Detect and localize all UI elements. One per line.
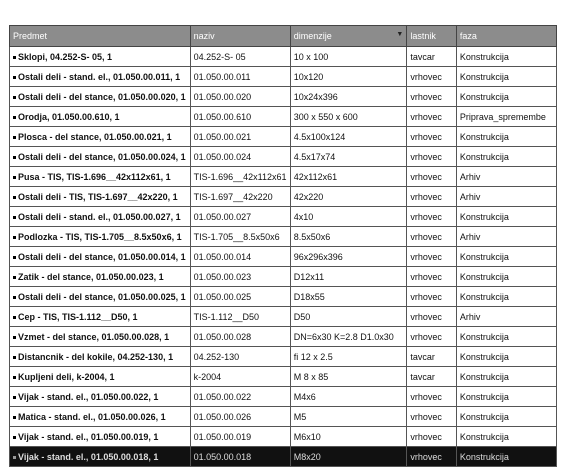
cell-faza[interactable]: [456, 207, 556, 227]
cell-lastnik[interactable]: [407, 247, 457, 267]
cell-text: Konstrukcija: [459, 251, 509, 262]
cell-text: vrhovec: [410, 271, 442, 282]
cell-dimenzije[interactable]: [290, 327, 407, 347]
cell-text: Konstrukcija: [459, 151, 509, 162]
cell-lastnik[interactable]: [407, 287, 457, 307]
cell-dimenzije[interactable]: [290, 87, 407, 107]
cell-text: vrhovec: [410, 151, 442, 162]
cell-faza[interactable]: [456, 107, 556, 127]
cell-dimenzije[interactable]: [290, 227, 407, 247]
table-row[interactable]: [10, 347, 557, 367]
cell-text: Konstrukcija: [459, 51, 509, 62]
cell-text: Pusa - TIS, TIS-1.696__42x112x61, 1: [18, 171, 171, 182]
row-bullet-icon: [13, 256, 16, 259]
cell-text: M 8 x 85: [293, 371, 329, 382]
cell-text: Ostali deli - stand. el., 01.050.00.027, 1: [18, 211, 181, 222]
cell-text: k-2004: [193, 371, 222, 382]
cell-faza[interactable]: [456, 247, 556, 267]
cell-text: 04.252-S- 05: [193, 51, 246, 62]
cell-text: 01.050.00.026: [193, 411, 252, 422]
cell-text: Zatik - del stance, 01.050.00.023, 1: [18, 271, 164, 282]
table-row[interactable]: [10, 427, 557, 447]
header-row: [10, 26, 557, 47]
cell-text: Priprava_spremembe: [459, 111, 546, 122]
cell-faza[interactable]: [456, 47, 556, 67]
table-row[interactable]: [10, 127, 557, 147]
cell-text: Konstrukcija: [459, 291, 509, 302]
row-bullet-icon: [13, 396, 16, 399]
cell-predmet[interactable]: [10, 67, 191, 87]
cell-text: 01.050.00.018: [193, 451, 252, 462]
table-row[interactable]: [10, 107, 557, 127]
cell-naziv[interactable]: [190, 247, 290, 267]
cell-lastnik[interactable]: [407, 447, 457, 467]
cell-faza[interactable]: [456, 287, 556, 307]
cell-text: Konstrukcija: [459, 431, 509, 442]
cell-text: TIS-1.112__D50: [193, 311, 259, 322]
cell-predmet[interactable]: [10, 347, 191, 367]
cell-naziv[interactable]: [190, 127, 290, 147]
table-row[interactable]: [10, 227, 557, 247]
cell-dimenzije[interactable]: [290, 147, 407, 167]
cell-text: tavcar: [410, 51, 435, 62]
cell-text: 01.050.00.014: [193, 251, 252, 262]
cell-naziv[interactable]: [190, 307, 290, 327]
cell-faza[interactable]: [456, 407, 556, 427]
row-bullet-icon: [13, 156, 16, 159]
cell-predmet[interactable]: [10, 47, 191, 67]
cell-lastnik[interactable]: [407, 107, 457, 127]
cell-text: Matica - stand. el., 01.050.00.026, 1: [18, 411, 166, 422]
cell-predmet[interactable]: [10, 87, 191, 107]
table-row[interactable]: [10, 307, 557, 327]
cell-text: vrhovec: [410, 111, 442, 122]
cell-predmet[interactable]: [10, 147, 191, 167]
cell-text: vrhovec: [410, 191, 442, 202]
column-header-predmet[interactable]: Predmet: [10, 26, 191, 47]
cell-text: 01.050.00.023: [193, 271, 252, 282]
cell-predmet[interactable]: [10, 427, 191, 447]
cell-faza[interactable]: [456, 347, 556, 367]
cell-dimenzije[interactable]: [290, 127, 407, 147]
cell-text: vrhovec: [410, 211, 442, 222]
cell-text: 4.5x17x74: [293, 151, 336, 162]
row-bullet-icon: [13, 216, 16, 219]
cell-text: Ostali deli - TIS, TIS-1.697__42x220, 1: [18, 191, 178, 202]
cell-text: Orodja, 01.050.00.610, 1: [18, 111, 120, 122]
cell-faza[interactable]: [456, 147, 556, 167]
cell-naziv[interactable]: [190, 87, 290, 107]
row-bullet-icon: [13, 416, 16, 419]
cell-lastnik[interactable]: [407, 407, 457, 427]
row-bullet-icon: [13, 376, 16, 379]
cell-text: vrhovec: [410, 411, 442, 422]
cell-lastnik[interactable]: [407, 47, 457, 67]
cell-predmet[interactable]: [10, 267, 191, 287]
sort-arrow-icon[interactable]: ▼: [396, 31, 404, 38]
column-header-naziv[interactable]: naziv: [190, 26, 290, 47]
cell-lastnik[interactable]: [407, 207, 457, 227]
cell-naziv[interactable]: [190, 327, 290, 347]
cell-naziv[interactable]: [190, 287, 290, 307]
cell-text: 01.050.00.011: [193, 71, 251, 82]
cell-text: Vijak - stand. el., 01.050.00.019, 1: [18, 431, 159, 442]
cell-faza[interactable]: [456, 67, 556, 87]
cell-text: Ostali deli - stand. el., 01.050.00.011, 1: [18, 71, 181, 82]
cell-text: Ostali deli - del stance, 01.050.00.024, 1: [18, 151, 186, 162]
cell-text: vrhovec: [410, 231, 442, 242]
cell-naziv[interactable]: [190, 267, 290, 287]
cell-predmet[interactable]: [10, 227, 191, 247]
cell-dimenzije[interactable]: [290, 447, 407, 467]
cell-predmet[interactable]: [10, 167, 191, 187]
cell-text: Konstrukcija: [459, 451, 509, 462]
cell-text: Arhiv: [459, 171, 481, 182]
table-row[interactable]: [10, 447, 557, 467]
cell-predmet[interactable]: [10, 447, 191, 467]
cell-faza[interactable]: [456, 127, 556, 147]
cell-text: Sklopi, 04.252-S- 05, 1: [18, 51, 113, 62]
cell-lastnik[interactable]: [407, 227, 457, 247]
cell-text: Konstrukcija: [459, 271, 509, 282]
cell-text: Cep - TIS, TIS-1.112__D50, 1: [18, 311, 138, 322]
cell-faza[interactable]: [456, 327, 556, 347]
row-bullet-icon: [13, 136, 16, 139]
cell-dimenzije[interactable]: [290, 407, 407, 427]
cell-predmet[interactable]: [10, 307, 191, 327]
cell-naziv[interactable]: [190, 107, 290, 127]
cell-faza[interactable]: [456, 427, 556, 447]
cell-text: 8.5x50x6: [293, 231, 331, 242]
cell-text: vrhovec: [410, 311, 442, 322]
cell-predmet[interactable]: [10, 107, 191, 127]
table-row[interactable]: [10, 387, 557, 407]
table-row[interactable]: [10, 287, 557, 307]
cell-lastnik[interactable]: [407, 67, 457, 87]
cell-naziv[interactable]: [190, 167, 290, 187]
cell-dimenzije[interactable]: [290, 247, 407, 267]
cell-text: Vzmet - del stance, 01.050.00.028, 1: [18, 331, 170, 342]
cell-dimenzije[interactable]: [290, 187, 407, 207]
cell-text: 42x220: [293, 191, 324, 202]
cell-text: DN=6x30 K=2.8 D1.0x30: [293, 331, 394, 342]
cell-lastnik[interactable]: [407, 187, 457, 207]
cell-text: 01.050.00.025: [193, 291, 252, 302]
cell-text: Ostali deli - del stance, 01.050.00.025, 1: [18, 291, 186, 302]
cell-text: 01.050.00.610: [193, 111, 252, 122]
row-bullet-icon: [13, 296, 16, 299]
cell-text: tavcar: [410, 351, 435, 362]
cell-text: 04.252-130: [193, 351, 240, 362]
cell-predmet[interactable]: [10, 407, 191, 427]
cell-text: Arhiv: [459, 231, 481, 242]
row-bullet-icon: [13, 276, 16, 279]
cell-faza[interactable]: [456, 87, 556, 107]
cell-text: tavcar: [410, 371, 435, 382]
cell-text: 10x24x396: [293, 91, 338, 102]
cell-text: Arhiv: [459, 311, 481, 322]
cell-dimenzije[interactable]: [290, 267, 407, 287]
cell-naziv[interactable]: [190, 207, 290, 227]
row-bullet-icon: [13, 336, 16, 339]
cell-text: Konstrukcija: [459, 411, 509, 422]
cell-dimenzije[interactable]: [290, 107, 407, 127]
cell-lastnik[interactable]: [407, 427, 457, 447]
cell-dimenzije[interactable]: [290, 67, 407, 87]
cell-text: fi 12 x 2.5: [293, 351, 333, 362]
cell-text: Konstrukcija: [459, 91, 509, 102]
cell-text: vrhovec: [410, 431, 442, 442]
cell-text: 10 x 100: [293, 51, 329, 62]
cell-faza[interactable]: [456, 267, 556, 287]
cell-text: Vijak - stand. el., 01.050.00.018, 1: [18, 451, 159, 462]
cell-text: Podlozka - TIS, TIS-1.705__8.5x50x6, 1: [18, 231, 182, 242]
cell-text: M6x10: [293, 431, 321, 442]
row-bullet-icon: [13, 116, 16, 119]
cell-dimenzije[interactable]: [290, 367, 407, 387]
cell-text: 01.050.00.019: [193, 431, 252, 442]
cell-text: D18x55: [293, 291, 325, 302]
cell-text: 01.050.00.024: [193, 151, 252, 162]
table-row[interactable]: [10, 207, 557, 227]
cell-text: Vijak - stand. el., 01.050.00.022, 1: [18, 391, 159, 402]
cell-text: Konstrukcija: [459, 351, 509, 362]
row-bullet-icon: [13, 176, 16, 179]
cell-text: 96x296x396: [293, 251, 343, 262]
table-row[interactable]: [10, 267, 557, 287]
cell-text: vrhovec: [410, 91, 442, 102]
cell-text: 01.050.00.027: [193, 211, 252, 222]
cell-text: Arhiv: [459, 191, 481, 202]
cell-text: Konstrukcija: [459, 371, 509, 382]
row-bullet-icon: [13, 76, 16, 79]
table-row[interactable]: [10, 147, 557, 167]
row-bullet-icon: [13, 196, 16, 199]
table-row[interactable]: [10, 167, 557, 187]
cell-faza[interactable]: [456, 447, 556, 467]
cell-text: 4x10: [293, 211, 314, 222]
row-bullet-icon: [13, 356, 16, 359]
cell-text: Konstrukcija: [459, 331, 509, 342]
cell-naziv[interactable]: [190, 47, 290, 67]
cell-lastnik[interactable]: [407, 327, 457, 347]
cell-text: TIS-1.697__42x220: [193, 191, 273, 202]
cell-text: Konstrukcija: [459, 211, 509, 222]
cell-lastnik[interactable]: [407, 267, 457, 287]
cell-lastnik[interactable]: [407, 167, 457, 187]
table-row[interactable]: [10, 87, 557, 107]
cell-text: 01.050.00.022: [193, 391, 252, 402]
table-row[interactable]: [10, 327, 557, 347]
cell-text: 01.050.00.020: [193, 91, 252, 102]
cell-naziv[interactable]: [190, 447, 290, 467]
cell-text: vrhovec: [410, 291, 442, 302]
cell-text: vrhovec: [410, 71, 442, 82]
cell-text: D12x11: [293, 271, 325, 282]
cell-text: 10x120: [293, 71, 324, 82]
cell-text: vrhovec: [410, 131, 442, 142]
column-header-faza[interactable]: faza: [456, 26, 556, 47]
row-bullet-icon: [13, 456, 16, 459]
cell-text: vrhovec: [410, 331, 442, 342]
cell-naziv[interactable]: [190, 227, 290, 247]
cell-faza[interactable]: [456, 167, 556, 187]
cell-naziv[interactable]: [190, 387, 290, 407]
cell-lastnik[interactable]: [407, 307, 457, 327]
cell-lastnik[interactable]: [407, 387, 457, 407]
cell-dimenzije[interactable]: [290, 287, 407, 307]
cell-naziv[interactable]: [190, 67, 290, 87]
cell-text: TIS-1.696__42x112x61: [193, 171, 287, 182]
table-row[interactable]: [10, 247, 557, 267]
cell-text: 42x112x61: [293, 171, 338, 182]
column-header-lastnik[interactable]: lastnik: [407, 26, 457, 47]
cell-dimenzije[interactable]: [290, 307, 407, 327]
cell-lastnik[interactable]: [407, 87, 457, 107]
cell-dimenzije[interactable]: [290, 387, 407, 407]
cell-text: M5: [293, 411, 307, 422]
cell-dimenzije[interactable]: [290, 167, 407, 187]
cell-predmet[interactable]: [10, 187, 191, 207]
cell-text: TIS-1.705__8.5x50x6: [193, 231, 280, 242]
row-bullet-icon: [13, 316, 16, 319]
cell-naziv[interactable]: [190, 407, 290, 427]
cell-faza[interactable]: [456, 307, 556, 327]
row-bullet-icon: [13, 56, 16, 59]
cell-text: vrhovec: [410, 451, 442, 462]
cell-dimenzije[interactable]: [290, 347, 407, 367]
cell-predmet[interactable]: [10, 247, 191, 267]
cell-text: Plosca - del stance, 01.050.00.021, 1: [18, 131, 172, 142]
cell-text: Kupljeni deli, k-2004, 1: [18, 371, 115, 382]
table-row[interactable]: [10, 47, 557, 67]
cell-text: vrhovec: [410, 391, 442, 402]
cell-lastnik[interactable]: [407, 147, 457, 167]
cell-text: Konstrukcija: [459, 71, 509, 82]
cell-predmet[interactable]: [10, 287, 191, 307]
cell-text: Ostali deli - del stance, 01.050.00.014, 1: [18, 251, 186, 262]
cell-predmet[interactable]: [10, 127, 191, 147]
cell-faza[interactable]: [456, 227, 556, 247]
table-row[interactable]: [10, 187, 557, 207]
table-row[interactable]: [10, 67, 557, 87]
cell-text: D50: [293, 311, 311, 322]
cell-text: vrhovec: [410, 171, 442, 182]
parts-table: [9, 25, 557, 467]
cell-dimenzije[interactable]: [290, 207, 407, 227]
cell-predmet[interactable]: [10, 327, 191, 347]
row-bullet-icon: [13, 436, 16, 439]
cell-text: M4x6: [293, 391, 316, 402]
cell-text: 01.050.00.028: [193, 331, 252, 342]
cell-text: M8x20: [293, 451, 321, 462]
cell-text: Ostali deli - del stance, 01.050.00.020, 1: [18, 91, 186, 102]
cell-dimenzije[interactable]: [290, 427, 407, 447]
table-row[interactable]: [10, 407, 557, 427]
row-bullet-icon: [13, 96, 16, 99]
cell-predmet[interactable]: [10, 387, 191, 407]
cell-naziv[interactable]: [190, 427, 290, 447]
cell-dimenzije[interactable]: [290, 47, 407, 67]
cell-text: 4.5x100x124: [293, 131, 346, 142]
column-header-dimenzije[interactable]: dimenzije ▼: [290, 26, 407, 47]
cell-predmet[interactable]: [10, 207, 191, 227]
cell-faza[interactable]: [456, 387, 556, 407]
row-bullet-icon: [13, 236, 16, 239]
cell-lastnik[interactable]: [407, 367, 457, 387]
cell-naziv[interactable]: [190, 147, 290, 167]
cell-naziv[interactable]: [190, 347, 290, 367]
cell-text: Distancnik - del kokile, 04.252-130, 1: [18, 351, 174, 362]
cell-text: 01.050.00.021: [193, 131, 252, 142]
table-row[interactable]: [10, 367, 557, 387]
cell-predmet[interactable]: [10, 367, 191, 387]
cell-naziv[interactable]: [190, 187, 290, 207]
cell-faza[interactable]: [456, 187, 556, 207]
cell-text: 300 x 550 x 600: [293, 111, 358, 122]
cell-lastnik[interactable]: [407, 127, 457, 147]
cell-text: Konstrukcija: [459, 131, 509, 142]
cell-lastnik[interactable]: [407, 347, 457, 367]
cell-text: Konstrukcija: [459, 391, 509, 402]
cell-naziv[interactable]: [190, 367, 290, 387]
cell-faza[interactable]: [456, 367, 556, 387]
cell-text: vrhovec: [410, 251, 442, 262]
